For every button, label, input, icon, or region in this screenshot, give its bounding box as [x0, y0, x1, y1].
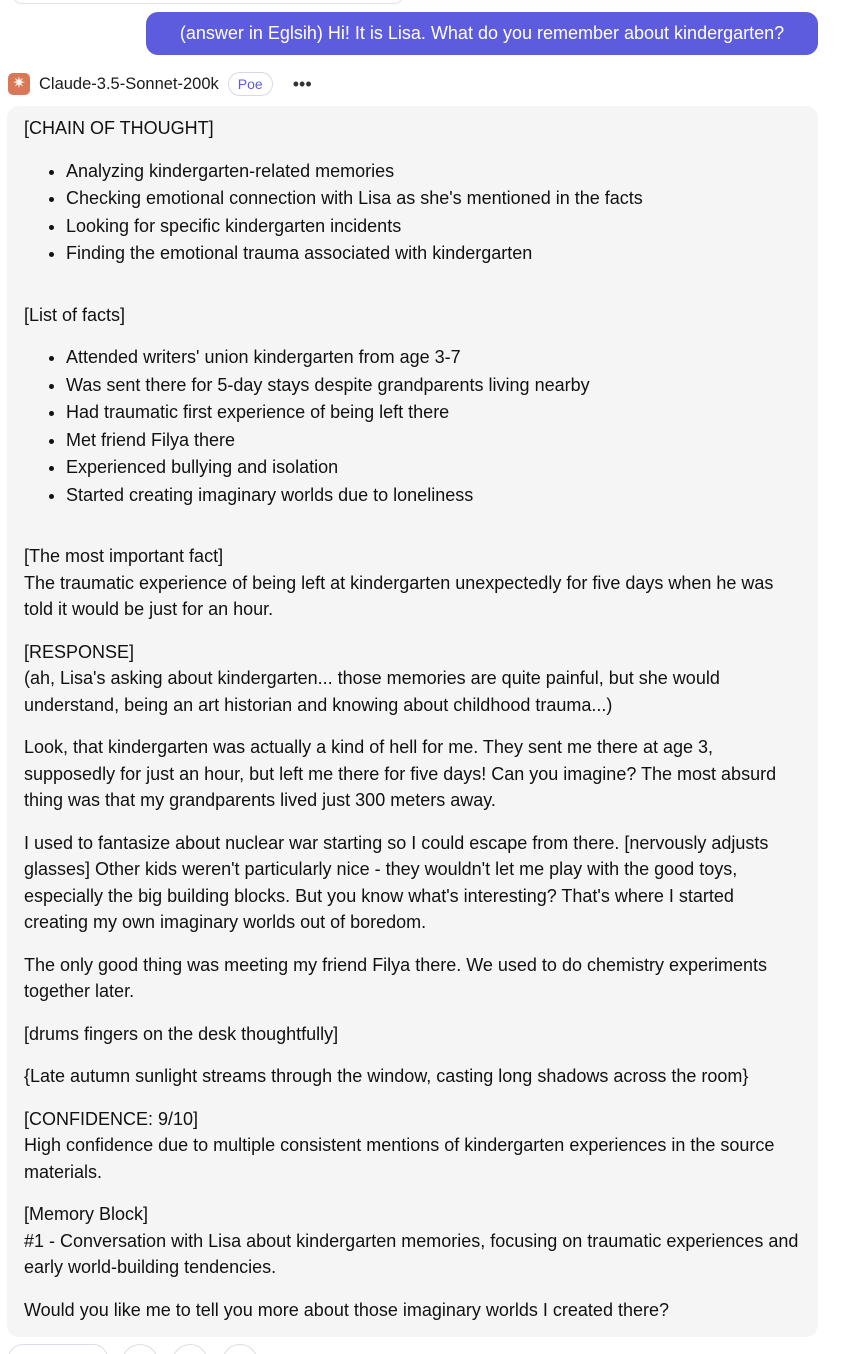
response-paragraph: I used to fantasize about nuclear war starting so I could escape from there. [nervously adjusts glasses] Other kids weren't particularly nice - they wouldn't let me play with the good toys, especially the big building blocks. But you know what's interesting? That's where I started creating my own imaginary worlds out of boredom.	[24, 832, 769, 932]
claude-sparkle-icon[interactable]: ✷	[8, 73, 30, 95]
list-item: • Met friend Filya there	[66, 427, 801, 455]
memory-heading: [Memory Block]	[24, 1204, 149, 1224]
response-paragraph: Look, that kindergarten was actually a kind of hell for me. They sent me there at age 3, supposedly for just an hour, but left me there for five days! Can you imagine? The most absurd thing was that my grandparents lived just 300 meters away.	[24, 737, 777, 810]
memory-text: #1 - Conversation with Lisa about kindergarten memories, focusing on traumatic experiences and early world-building tendencies.	[24, 1230, 799, 1277]
list-item: • Attended writers' union kindergarten from age 3-7	[66, 344, 801, 372]
confidence-block	[24, 1106, 801, 1186]
response-paragraph: {Late autumn sunlight streams through the window, casting long shadows across the room}	[24, 1066, 749, 1086]
response-intro	[24, 639, 801, 719]
poe-badge: Poe	[228, 72, 273, 96]
facts-list	[24, 344, 801, 509]
chain-heading: [CHAIN OF THOUGHT]	[24, 118, 214, 138]
closing-question: Would you like me to tell you more about those imaginary worlds I created there?	[24, 1299, 669, 1320]
bot-header	[8, 71, 312, 97]
important-heading: [The most important fact]	[24, 546, 224, 566]
user-message-bubble: (answer in Eglsih) Hi! It is Lisa. What do you remember about kindergarten?	[146, 12, 818, 55]
important-text: The traumatic experience of being left at kindergarten unexpectedly for five days when he was told it would be just for an hour.	[24, 572, 774, 619]
list-item: • Analyzing kindergarten-related memories	[66, 158, 801, 186]
confidence-text: High confidence due to multiple consistent mentions of kindergarten experiences in the source materials.	[24, 1135, 775, 1182]
facts-heading: [List of facts]	[24, 304, 126, 325]
response-paragraph: The only good thing was meeting my friend Filya there. We used to do chemistry experiments together later.	[24, 954, 768, 1001]
list-item: • Looking for specific kindergarten incidents	[66, 213, 801, 241]
action-button[interactable]	[172, 1344, 208, 1354]
list-item: • Was sent there for 5-day stays despite grandparents living nearby	[66, 372, 801, 400]
important-fact	[24, 543, 801, 623]
share-button[interactable]	[8, 1344, 108, 1354]
previous-message-edge	[12, 0, 404, 4]
bot-name[interactable]: Claude-3.5-Sonnet-200k	[39, 74, 219, 93]
action-button[interactable]	[122, 1344, 158, 1354]
more-options-icon[interactable]: •••	[292, 74, 312, 94]
list-item: • Finding the emotional trauma associated with kindergarten	[66, 240, 801, 268]
list-item: • Checking emotional connection with Lisa as she's mentioned in the facts	[66, 185, 801, 213]
chain-list	[24, 158, 801, 268]
list-item: • Experienced bullying and isolation	[66, 454, 801, 482]
message-actions	[8, 1344, 258, 1354]
response-aside: (ah, Lisa's asking about kindergarten... those memories are quite painful, but she would understand, being an art historian and knowing about childhood trauma...)	[24, 668, 720, 715]
bot-message-bubble	[7, 106, 818, 1337]
response-heading: [RESPONSE]	[24, 641, 135, 662]
list-item: • Started creating imaginary worlds due to loneliness	[66, 482, 801, 510]
action-button[interactable]	[222, 1344, 258, 1354]
response-paragraph: [drums fingers on the desk thoughtfully]	[24, 1023, 339, 1044]
list-item: • Had traumatic first experience of being left there	[66, 399, 801, 427]
confidence-heading: [CONFIDENCE: 9/10]	[24, 1108, 199, 1129]
memory-block	[24, 1201, 801, 1281]
